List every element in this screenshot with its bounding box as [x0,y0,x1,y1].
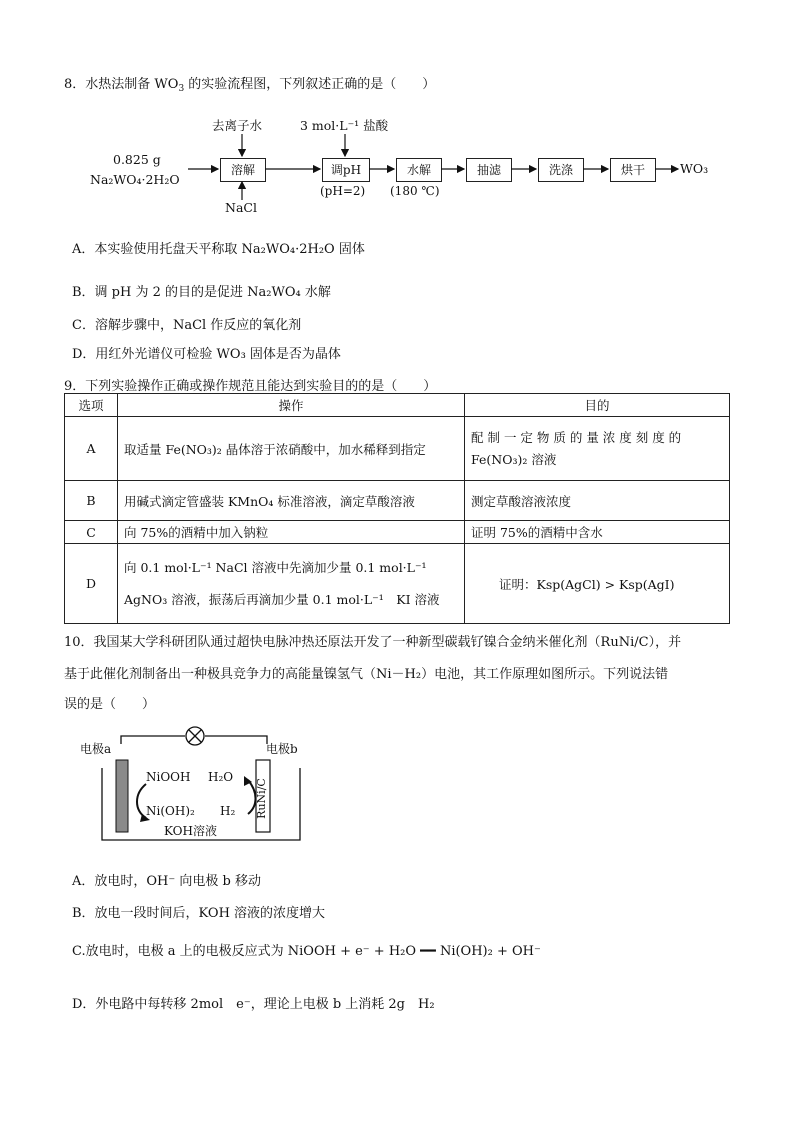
row-operation: 向 75%的酒精中加入钠粒 [118,521,465,544]
row-option: A [65,417,118,481]
q10-cell-diagram [80,722,340,852]
runi-label: RuNi/C [254,778,268,819]
electrode-b-label: 电极b [266,742,298,756]
step-dry: 烘干 [610,158,656,182]
q8-flow-diagram [60,108,740,218]
q8-option-b[interactable]: B．调 pH 为 2 的目的是促进 Na₂WO₄ 水解 [72,285,331,300]
q8-stem: 8．水热法制备 $WO_3$ 的实验流程图，下列叙述正确的是（ ） [64,77,436,94]
q8-option-d[interactable]: D．用红外光谱仪可检验 WO₃ 固体是否为晶体 [72,347,341,362]
q8-option-a[interactable]: A．本实验使用托盘天平称取 Na₂WO₄·2H₂O 固体 [72,242,365,257]
reagent-formula: Na₂WO₄·2H₂O [90,172,180,187]
flow-arrows [60,108,740,218]
acid-label: 3 mol·L⁻¹ 盐酸 [300,118,389,133]
step-dissolve: 溶解 [220,158,266,182]
q9-table [64,393,730,624]
ph-note: (pH=2) [320,184,366,198]
koh-label: KOH溶液 [164,824,217,838]
h2-label: H₂ [220,804,236,818]
ni-oh2-label: Ni(OH)₂ [146,804,195,818]
electrode-a-label: 电极a [80,742,112,756]
nacl-label: NaCl [225,200,257,215]
table-row[interactable] [65,544,730,624]
product-label: WO₃ [680,161,709,176]
row-purpose: 测定草酸溶液浓度 [465,481,730,521]
h2o-label: H₂O [208,770,234,784]
nioo-h-label: NiOOH [146,770,191,784]
q10-stem-line1: 10．我国某大学科研团队通过超快电脉冲热还原法开发了一种新型碳载钌镍合金纳米催化剂（RuNi/C），并 [64,635,682,650]
water-label: 去离子水 [212,118,263,133]
row-operation: 用碱式滴定管盛装 KMnO₄ 标准溶液，滴定草酸溶液 [118,481,465,521]
table-row[interactable] [65,417,730,481]
step-hydrolysis: 水解 [396,158,442,182]
header-purpose: 目的 [465,394,730,417]
row-option: C [65,521,118,544]
step-filter: 抽滤 [466,158,512,182]
table-row[interactable] [65,481,730,521]
q10-option-b[interactable]: B．放电一段时间后，KOH 溶液的浓度增大 [72,906,326,921]
row-purpose: 证明：Ksp(AgCl) > Ksp(AgI) [465,544,730,624]
step-adjust-ph: 调pH [322,158,370,182]
q10-option-a[interactable]: A．放电时，OH⁻ 向电极 b 移动 [72,874,261,889]
row-purpose: 配 制 一 定 物 质 的 量 浓 度 刻 度 的 Fe(NO₃)₂ 溶液 [465,417,730,481]
header-option: 选项 [65,394,118,417]
row-option: D [65,544,118,624]
q10-option-c[interactable]: C.放电时，电极 a 上的电极反应式为 NiOOH + e⁻ + H₂O ━━ Ni(OH)₂ + OH⁻ [72,944,541,959]
q10-stem-line3: 误的是（ ） [64,697,156,712]
row-purpose: 证明 75%的酒精中含水 [465,521,730,544]
table-header-row [65,394,730,417]
row-operation: 取适量 Fe(NO₃)₂ 晶体溶于浓硝酸中，加水稀释到指定 [118,417,465,481]
q10-option-d[interactable]: D．外电路中每转移 2mol e⁻，理论上电极 b 上消耗 2g H₂ [72,997,435,1012]
q10-stem-line2: 基于此催化剂制备出一种极具竞争力的高能量镍氢气（Ni－H₂）电池，其工作原理如图所示。下列说法错 [64,667,669,682]
q9-stem: 9．下列实验操作正确或操作规范且能达到实验目的的是（ ） [64,379,437,394]
row-option: B [65,481,118,521]
header-operation: 操作 [118,394,465,417]
q8-option-c[interactable]: C．溶解步骤中，NaCl 作反应的氧化剂 [72,318,302,333]
row-operation: 向 0.1 mol·L⁻¹ NaCl 溶液中先滴加少量 0.1 mol·L⁻¹ AgNO₃ 溶液，振荡后再滴加少量 0.1 mol·L⁻¹ KI 溶液 [118,544,465,624]
table-row[interactable] [65,521,730,544]
step-wash: 洗涤 [538,158,584,182]
temp-note: (180 ℃) [390,184,440,198]
reagent-mass: 0.825 g [113,152,161,167]
